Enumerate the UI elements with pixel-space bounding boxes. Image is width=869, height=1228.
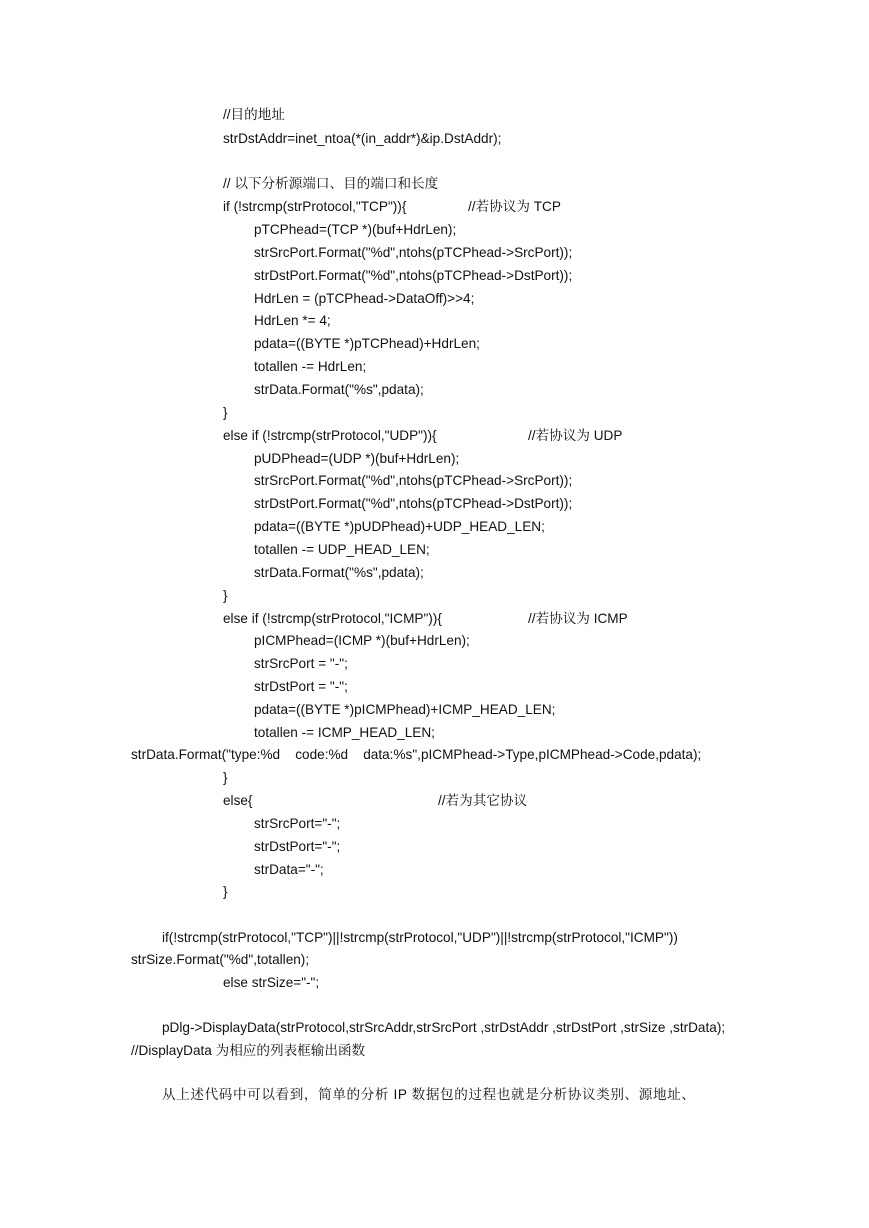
code-line: strSrcPort.Format("%d",ntohs(pTCPhead->SrcPort)); — [254, 245, 573, 260]
code-line: strDstPort="-"; — [254, 839, 341, 854]
code-line: totallen -= HdrLen; — [254, 359, 367, 374]
code-comment: //若协议为 ICMP — [528, 611, 628, 626]
code-comment: //若协议为 UDP — [528, 428, 623, 443]
code-line: strData.Format("type:%d code:%d data:%s",pICMPhead->Type,pICMPhead->Code,pdata); — [131, 747, 702, 762]
code-line: } — [223, 405, 228, 420]
code-line: strData.Format("%s",pdata); — [254, 382, 424, 397]
code-line: HdrLen *= 4; — [254, 313, 331, 328]
code-line: if(!strcmp(strProtocol,"TCP")||!strcmp(strProtocol,"UDP")||!strcmp(strProtocol,"ICMP")) — [162, 930, 678, 945]
code-line: strDstAddr=inet_ntoa(*(in_addr*)&ip.DstAddr); — [223, 131, 502, 146]
code-line: strSrcPort = "-"; — [254, 656, 348, 671]
code-line: pTCPhead=(TCP *)(buf+HdrLen); — [254, 222, 457, 237]
code-line: else{ — [223, 793, 253, 808]
code-line: } — [223, 588, 228, 603]
code-line: strSrcPort="-"; — [254, 816, 341, 831]
code-line: else if (!strcmp(strProtocol,"UDP")){ — [223, 428, 437, 443]
code-line: totallen -= ICMP_HEAD_LEN; — [254, 725, 435, 740]
code-line: else strSize="-"; — [223, 975, 320, 990]
body-paragraph: 从上述代码中可以看到，简单的分析 IP 数据包的过程也就是分析协议类别、源地址、 — [162, 1087, 696, 1102]
code-line: pdata=((BYTE *)pUDPhead)+UDP_HEAD_LEN; — [254, 519, 545, 534]
code-line: if (!strcmp(strProtocol,"TCP")){ — [223, 199, 407, 214]
code-line: // 以下分析源端口、目的端口和长度 — [223, 176, 439, 191]
code-line: strData="-"; — [254, 862, 324, 877]
code-line: } — [223, 884, 228, 899]
code-line: strSrcPort.Format("%d",ntohs(pTCPhead->SrcPort)); — [254, 473, 573, 488]
code-line: pDlg->DisplayData(strProtocol,strSrcAddr,strSrcPort ,strDstAddr ,strDstPort ,strSize ,strData); — [162, 1020, 726, 1035]
code-line: } — [223, 770, 228, 785]
code-line: strData.Format("%s",pdata); — [254, 565, 424, 580]
code-line: pdata=((BYTE *)pTCPhead)+HdrLen; — [254, 336, 480, 351]
code-line: strDstPort = "-"; — [254, 679, 348, 694]
code-line: HdrLen = (pTCPhead->DataOff)>>4; — [254, 291, 475, 306]
code-line: //DisplayData 为相应的列表框输出函数 — [131, 1043, 366, 1058]
code-line: //目的地址 — [223, 107, 285, 122]
code-comment: //若协议为 TCP — [468, 199, 561, 214]
code-line: strSize.Format("%d",totallen); — [131, 952, 310, 967]
code-line: else if (!strcmp(strProtocol,"ICMP")){ — [223, 611, 442, 626]
code-line: strDstPort.Format("%d",ntohs(pTCPhead->DstPort)); — [254, 496, 573, 511]
code-line: strDstPort.Format("%d",ntohs(pTCPhead->DstPort)); — [254, 268, 573, 283]
code-comment: //若为其它协议 — [438, 793, 528, 808]
code-line: totallen -= UDP_HEAD_LEN; — [254, 542, 430, 557]
code-line: pUDPhead=(UDP *)(buf+HdrLen); — [254, 451, 460, 466]
code-line: pICMPhead=(ICMP *)(buf+HdrLen); — [254, 633, 470, 648]
code-line: pdata=((BYTE *)pICMPhead)+ICMP_HEAD_LEN; — [254, 702, 556, 717]
